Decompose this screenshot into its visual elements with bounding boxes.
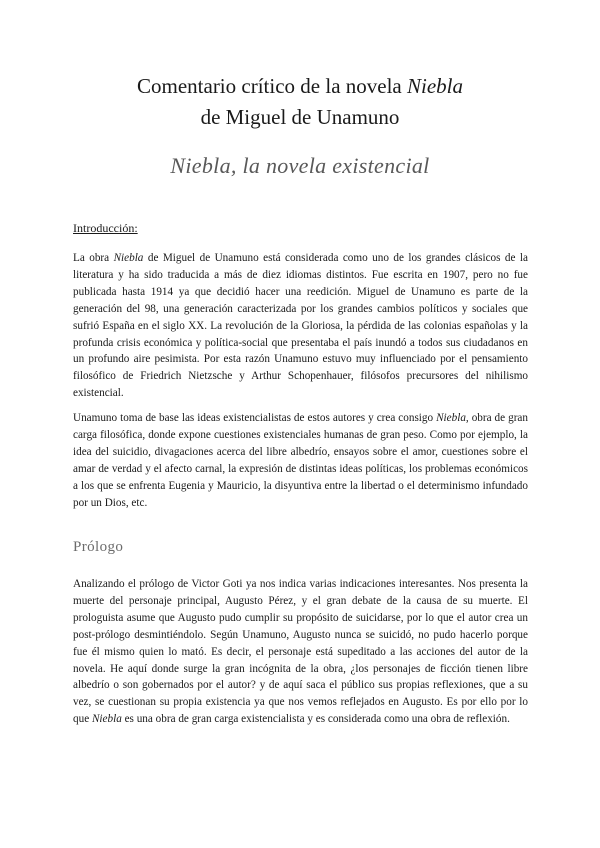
- italic-run: Niebla: [91, 713, 122, 726]
- document-title-line2: de Miguel de Unamuno: [200, 105, 400, 129]
- text-run: obra de gran carga filosófica, donde expone cuestiones existenciales humanas de gran peso. Como por ejemplo, la idea del suicidio, divagaciones acerca del libre albedrío, ensayos sobre el amor, cuestiones sobre el amar de verdad y el afecto carnal, la expresión de distintas ideas políticas, los problemas económicos a los que se enfrenta Eugenia y Mauricio, la disyuntiva entre la libertad o el determinismo infundado por un Dios, etc.: [73, 412, 528, 509]
- italic-run: Niebla,: [436, 412, 469, 424]
- paragraph-intro-2: [73, 410, 528, 511]
- section-heading-prologo: Prólogo: [73, 539, 124, 555]
- italic-run: Niebla: [113, 252, 144, 264]
- title-italic-niebla: Niebla: [407, 74, 463, 98]
- paragraph-prologo-1: [73, 576, 528, 728]
- text-run: de Miguel de Unamuno está considerada como uno de los grandes clásicos de la literatura y ha sido traducida a más de diez idiomas distintos. Fue escrita en 1907, pero no fue publicada hasta 1914 ya que decidió hacer una reedición. Miguel de Unamuno es parte de la generación del 98, una generación caracterizada por los grandes cambios políticos y sociales que sufrió España en el siglo XX. La revolución de la Gloriosa, la pérdida de las colonias españolas y la profunda crisis económica y política-social que presentaba el país inundó a todos sus ciudadanos en un profundo aire pesimista. Por esta razón Unamuno estuvo muy influenciado por el pensamiento filosófico de Friedrich Nietzsche y Arthur Schopenhauer, filósofos precursores del nihilismo existencial.: [73, 252, 528, 400]
- paragraph-intro-1: [73, 250, 528, 402]
- title-text: Comentario crítico de la novela: [137, 74, 407, 98]
- text-run: Unamuno toma de base las ideas existencialistas de estos autores y crea consigo: [73, 412, 437, 424]
- text-run: es una obra de gran carga existencialista y es considerada como una obra de reflexión.: [121, 713, 510, 726]
- text-run: Analizando el prólogo de Victor Goti ya nos indica varias indicaciones interesantes. Nos presenta la muerte del personaje principal, Augusto Pérez, y el gran debate de la causa de su muerte. El prologuista asume que Augusto pudo cumplir su propósito de suicidarse, por lo que el autor crea un post-prólogo desmintiéndolo. Según Unamuno, Augusto nunca se suicidó, no pudo hacerlo porque fue él mismo quien lo mató. Es decir, el personaje está supeditado a las acciones del autor de la novela. He aquí donde surge la gran incógnita de la obra, ¿los personajes de ficción tienen libre albedrío o son gobernados por el autor? y de aquí saca el público sus propias reflexiones, que a su vez, se cuestionan su propia existencia ya que nos vemos reflejados en Augusto. Es por ello por lo que: [73, 578, 528, 726]
- section-heading-introduccion: Introducción:: [73, 221, 138, 235]
- text-run: La obra: [73, 252, 114, 264]
- document-subtitle: Niebla, la novela existencial: [170, 153, 430, 178]
- document-title: [0, 73, 600, 100]
